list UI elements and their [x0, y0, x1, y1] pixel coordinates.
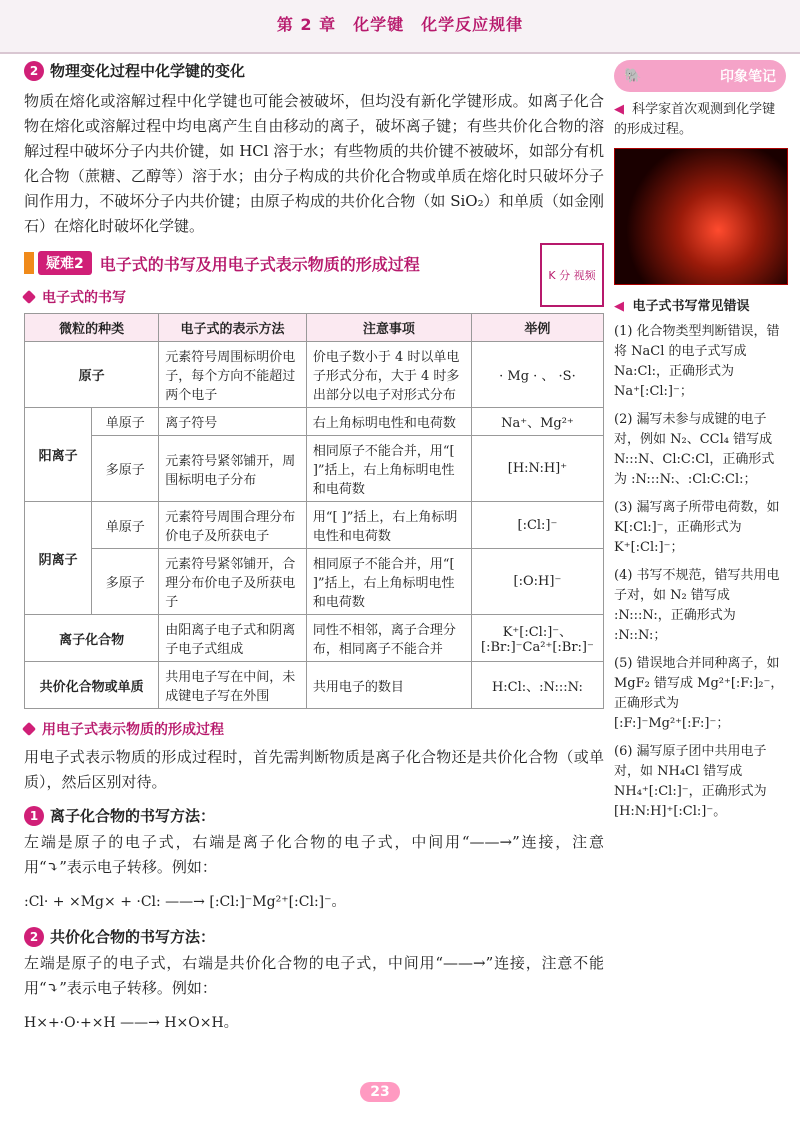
difficulty-title: 电子式的书写及用电子式表示物质的形成过程 — [99, 254, 420, 274]
row-category: 共价化合物或单质 — [25, 662, 159, 709]
qr-code-icon[interactable] — [540, 243, 604, 307]
row-example: [:O:H]⁻ — [471, 549, 603, 615]
page-header — [0, 0, 800, 54]
formation-item-title: 共价化合物的书写方法： — [50, 928, 216, 946]
row-representation: 元素符号紧邻铺开，合理分布价电子及所获电子 — [159, 549, 307, 615]
row-category: 阴离子 — [25, 502, 92, 615]
table-header-example: 举例 — [471, 314, 603, 342]
section1-title: 物理变化过程中化学键的变化 — [50, 62, 246, 80]
section1-heading — [24, 60, 604, 81]
page-number: 23 — [360, 1082, 400, 1102]
side-notes — [614, 60, 786, 830]
row-representation: 由阳离子电子式和阴离子电子式组成 — [159, 615, 307, 662]
row-example: [:Cl:]⁻ — [471, 502, 603, 549]
table-header-notes: 注意事项 — [306, 314, 471, 342]
formation-item-example: :Cl· + ×Mg× + ·Cl: ——→ [:Cl:]⁻Mg²⁺[:Cl:]⁻。 — [24, 894, 346, 910]
table-header-particle: 微粒的种类 — [25, 314, 159, 342]
main-content — [24, 60, 604, 1035]
row-subcategory: 多原子 — [92, 436, 159, 502]
formation-item-title: 离子化合物的书写方法： — [50, 807, 216, 825]
difficulty-label: 疑难2 — [38, 251, 92, 275]
formation-item-heading — [24, 926, 604, 947]
triangle-arrow-icon: ◀ — [614, 299, 624, 314]
table-row — [25, 662, 604, 709]
error-item: (2) 漏写未参与成键的电子对，例如 N₂、CCl₄ 错写成 N:::N、Cl:C:Cl，正确形式为 :N:::N:、:Cl:C:Cl:； — [614, 412, 775, 487]
row-example: Na⁺、Mg²⁺ — [471, 408, 603, 436]
elephant-icon: 🐘 — [624, 68, 642, 84]
formation-item-text: 左端是原子的电子式，右端是离子化合物的电子式，中间用“——→”连接，注意用“⤵”表示电子转移。例如： — [24, 833, 604, 876]
table-row — [25, 615, 604, 662]
pink-diamond-icon — [22, 290, 36, 304]
formation-item-heading — [24, 805, 604, 826]
error-item: (5) 错误地合并同种离子，如 MgF₂ 错写成 Mg²⁺[:F:]₂⁻，正确形式为 [:F:]⁻Mg²⁺[:F:]⁻； — [614, 656, 784, 731]
table-row — [25, 502, 604, 549]
section1-paragraph: 物质在熔化或溶解过程中化学键也可能会被破坏，但均没有新化学键形成。如离子化合物在熔化或溶解过程中均电离产生自由移动的离子，破坏离子键；有些共价化合物的溶解过程中破坏分子内共价键，如 HCl 溶于水；有些物质的共价键不被破坏，如部分有机化合物（蔗糖、乙醇等）溶于水；由分子构成的共价化合物或单质在熔化时只破坏分子间作用力，不破坏分子内共价键；由原子构成的共价化合物（如 SiO₂）和单质（如金刚石）在熔化时破坏化学键。 — [24, 92, 604, 235]
row-example: K⁺[:Cl:]⁻、[:Br:]⁻Ca²⁺[:Br:]⁻ — [471, 615, 603, 662]
formation-item-number: 2 — [24, 927, 44, 947]
photo-caption-text: 科学家首次观测到化学键的形成过程。 — [614, 102, 776, 137]
table-header-row — [25, 314, 604, 342]
formation-item-example: H×+·O·+×H ——→ H×O×H。 — [24, 1015, 238, 1031]
row-note: 相同原子不能合并，用“[ ]”括上，右上角标明电性和电荷数 — [306, 549, 471, 615]
row-representation: 共用电子写在中间，未成键电子写在外围 — [159, 662, 307, 709]
qr-label: K 分 视频 — [548, 269, 596, 282]
row-note: 相同原子不能合并，用“[ ]”括上，右上角标明电性和电荷数 — [306, 436, 471, 502]
row-example: [H:N:H]⁺ — [471, 436, 603, 502]
table-header-representation: 电子式的表示方法 — [159, 314, 307, 342]
formation-intro: 用电子式表示物质的形成过程时，首先需判断物质是离子化合物还是共价化合物（或单质），然后区别对待。 — [24, 748, 604, 791]
row-example: H:Cl:、:N:::N: — [471, 662, 603, 709]
orange-bar-icon — [24, 252, 34, 274]
reaction-photo — [614, 148, 788, 285]
table-row — [25, 342, 604, 408]
error-item: (1) 化合物类型判断错误，错将 NaCl 的电子式写成 Na:Cl:，正确形式为 Na⁺[:Cl:]⁻； — [614, 324, 780, 399]
table-row — [25, 436, 604, 502]
row-representation: 元素符号周围合理分布价电子及所获电子 — [159, 502, 307, 549]
formation-item — [24, 926, 604, 1035]
triangle-arrow-icon: ◀ — [614, 102, 624, 117]
pink-diamond-icon — [22, 722, 36, 736]
formation-item-number: 1 — [24, 806, 44, 826]
row-note: 右上角标明电性和电荷数 — [306, 408, 471, 436]
row-note: 同性不相邻，离子合理分布，相同离子不能合并 — [306, 615, 471, 662]
row-subcategory: 单原子 — [92, 408, 159, 436]
error-item: (6) 漏写原子团中共用电子对，如 NH₄Cl 错写成 NH₄⁺[:Cl:]⁻，正确形式为 [H:N:H]⁺[:Cl:]⁻。 — [614, 744, 767, 819]
row-category: 原子 — [25, 342, 159, 408]
errors-title — [614, 295, 786, 314]
row-note: 用“[ ]”括上，右上角标明电性和电荷数 — [306, 502, 471, 549]
formation-subtitle — [24, 719, 604, 739]
formation-subtitle-text: 用电子式表示物质的形成过程 — [42, 722, 224, 738]
table-row — [25, 408, 604, 436]
formation-item — [24, 805, 604, 914]
error-item: (3) 漏写离子所带电荷数，如 K[:Cl:]⁻，正确形式为 K⁺[:Cl:]⁻； — [614, 500, 780, 555]
difficulty-bar — [24, 249, 604, 282]
row-representation: 元素符号周围标明价电子，每个方向不能超过两个电子 — [159, 342, 307, 408]
row-note: 价电子数小于 4 时以单电子形式分布，大于 4 时多出部分以电子对形式分布 — [306, 342, 471, 408]
note-title: 印象笔记 — [720, 69, 776, 85]
errors-title-text: 电子式书写常见错误 — [632, 299, 750, 314]
row-subcategory: 单原子 — [92, 502, 159, 549]
error-item: (4) 书写不规范，错写共用电子对，如 N₂ 错写成 :N:::N:，正确形式为 :N::N:； — [614, 568, 780, 643]
section1-number-badge: 2 — [24, 61, 44, 81]
row-example: · Mg · 、 ·S· — [471, 342, 603, 408]
chapter-title: 第 2 章 化学键 化学反应规律 — [276, 15, 524, 34]
row-representation: 元素符号紧邻铺开，周围标明电子分布 — [159, 436, 307, 502]
row-representation: 离子符号 — [159, 408, 307, 436]
row-subcategory: 多原子 — [92, 549, 159, 615]
table-subtitle-text: 电子式的书写 — [42, 290, 126, 306]
table-subtitle — [24, 287, 604, 307]
row-category: 离子化合物 — [25, 615, 159, 662]
electron-formula-table — [24, 313, 604, 709]
row-note: 共用电子的数目 — [306, 662, 471, 709]
note-title-bar — [614, 60, 786, 92]
formation-item-text: 左端是原子的电子式，右端是共价化合物的电子式，中间用“——→”连接，注意不能用“⤵”表示电子转移。例如： — [24, 954, 604, 997]
table-row — [25, 549, 604, 615]
row-category: 阳离子 — [25, 408, 92, 502]
photo-caption — [614, 100, 786, 140]
